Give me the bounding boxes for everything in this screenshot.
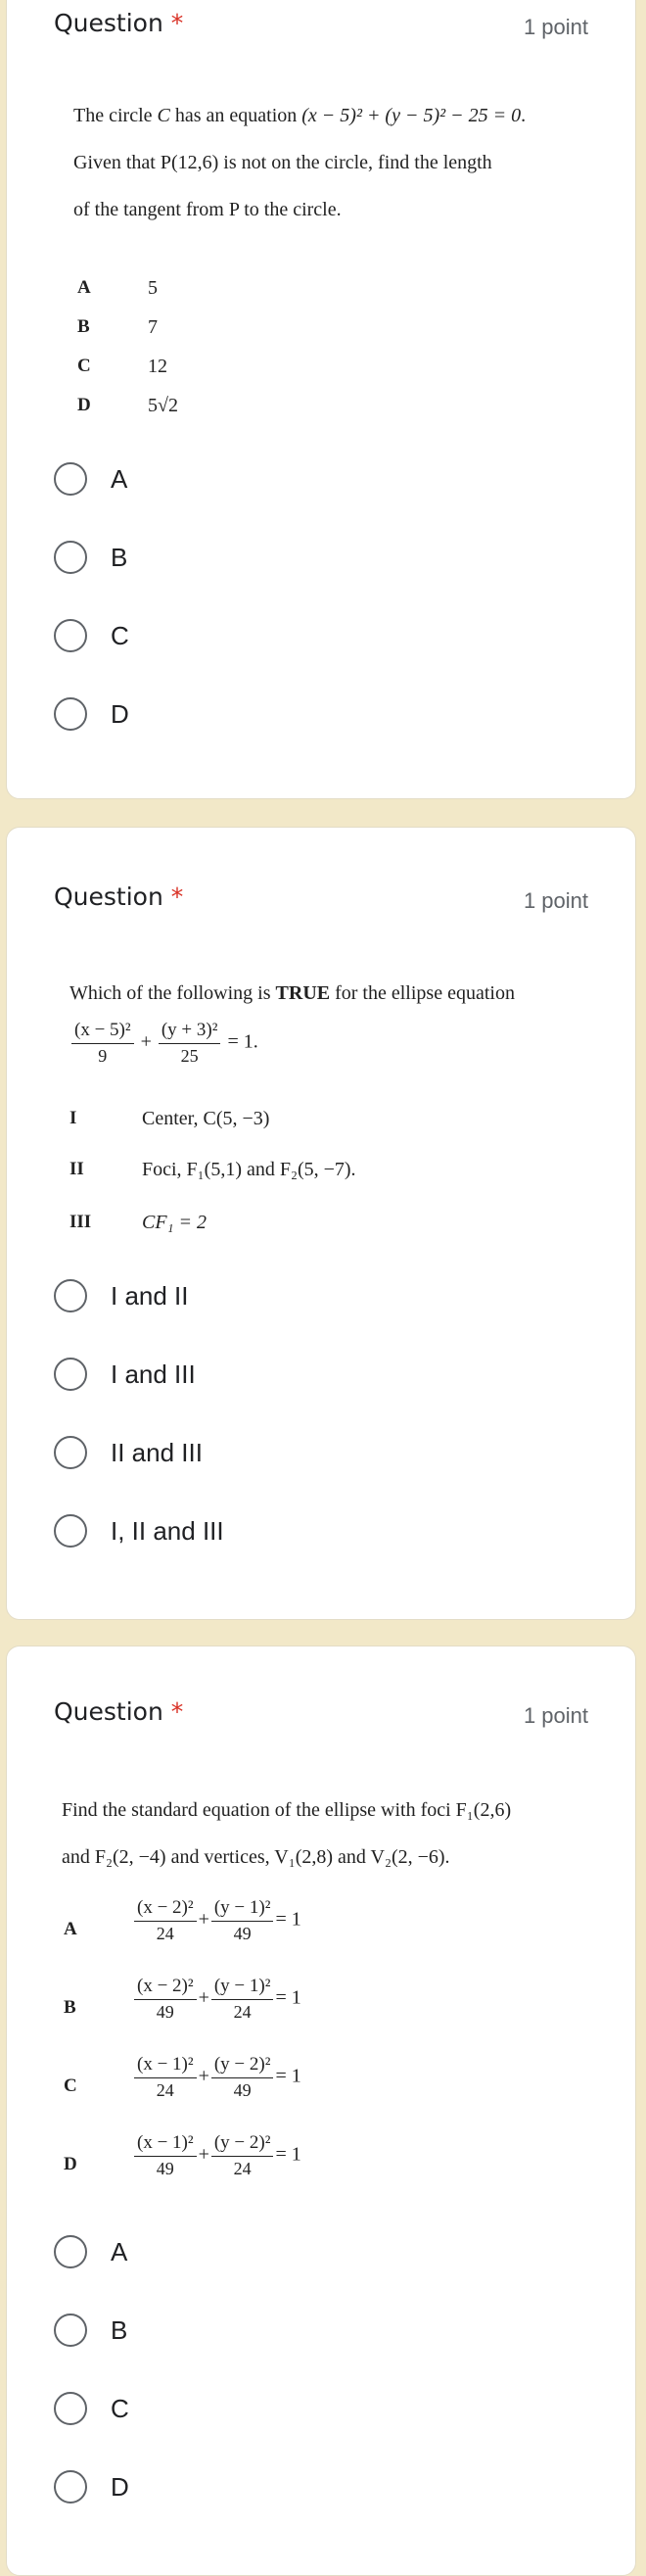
statement-label: III xyxy=(69,1212,92,1232)
radio-button[interactable] xyxy=(54,1514,87,1548)
option-all[interactable] xyxy=(54,1509,224,1552)
question-text-line: The circle C has an equation (x − 5)² + (y − 5)² − 25 = 0. xyxy=(73,105,527,126)
radio-button[interactable] xyxy=(54,1436,87,1469)
question-card-2 xyxy=(6,827,636,1620)
option-d[interactable] xyxy=(54,2465,129,2508)
radio-button[interactable] xyxy=(54,2314,87,2347)
question-points: 1 point xyxy=(523,888,588,913)
radio-button[interactable] xyxy=(54,1279,87,1312)
option-a[interactable] xyxy=(54,457,127,501)
option-c[interactable] xyxy=(54,2387,129,2430)
option-label: B xyxy=(111,542,128,572)
option-i-and-iii[interactable] xyxy=(54,1353,196,1396)
statement-text: Center, C(5, −3) xyxy=(142,1108,270,1129)
choice-label: C xyxy=(64,2075,77,2096)
choice-label: C xyxy=(77,356,91,376)
radio-button[interactable] xyxy=(54,1358,87,1391)
question-text-line: and F₂(2, −4) and vertices, V₁(2,8) and V₂(2, −6). xyxy=(62,1846,450,1868)
choice-label: A xyxy=(77,277,91,298)
circle-equation: (x − 5)² + (y − 5)² − 25 = 0 xyxy=(301,105,522,126)
option-label: D xyxy=(111,2471,129,2502)
radio-button[interactable] xyxy=(54,541,87,574)
question-text-line: Which of the following is TRUE for the ellipse equation xyxy=(69,982,515,1004)
statement-text: CF₁ = 2 xyxy=(142,1212,208,1233)
choice-label: A xyxy=(64,1919,77,1939)
option-label: A xyxy=(111,2236,128,2266)
radio-button[interactable] xyxy=(54,2392,87,2425)
question-text-line: of the tangent from P to the circle. xyxy=(73,199,342,220)
choice-label: B xyxy=(77,316,90,337)
option-label: I, II and III xyxy=(111,1515,224,1546)
question-title: Question * xyxy=(54,9,184,37)
radio-button[interactable] xyxy=(54,697,87,731)
question-points: 1 point xyxy=(523,1703,588,1728)
choice-value: 7 xyxy=(148,316,158,338)
choice-equation: $\frac{\text{(x − 2)²}}{24}$ + $\frac{\text{(y − 1)²}}{49}$ = 1 xyxy=(132,1897,301,1944)
question-points: 1 point xyxy=(523,15,588,39)
choice-value: 5 xyxy=(148,277,158,299)
choice-equation: $\frac{\text{(x − 1)²}}{49}$ + $\frac{\text{(y − 2)²}}{24}$ = 1 xyxy=(132,2132,301,2179)
radio-button[interactable] xyxy=(54,2235,87,2268)
choice-label: B xyxy=(64,1997,76,2018)
ellipse-equation: $\frac{\text{(x − 5)²}}{9}$ + $\frac{\text{(y + 3)²}}{25}$ = 1. xyxy=(69,1020,258,1067)
question-card-3 xyxy=(6,1646,636,2576)
choice-value: 12 xyxy=(148,356,167,377)
question-card-1 xyxy=(6,0,636,799)
option-ii-and-iii[interactable] xyxy=(54,1431,203,1474)
option-b[interactable] xyxy=(54,536,127,579)
choice-value: 5√2 xyxy=(148,395,178,416)
option-i-and-ii[interactable] xyxy=(54,1274,189,1317)
question-title: Question * xyxy=(54,883,184,911)
required-asterisk: * xyxy=(170,883,184,911)
statement-label: II xyxy=(69,1159,84,1179)
question-text-line: Find the standard equation of the ellipse with foci F₁(2,6) xyxy=(62,1799,512,1821)
choice-equation: $\frac{\text{(x − 2)²}}{49}$ + $\frac{\text{(y − 1)²}}{24}$ = 1 xyxy=(132,1976,301,2023)
option-label: B xyxy=(111,2314,128,2345)
choice-label: D xyxy=(77,395,91,415)
choice-equation: $\frac{\text{(x − 1)²}}{24}$ + $\frac{\text{(y − 2)²}}{49}$ = 1 xyxy=(132,2054,301,2101)
question-header xyxy=(54,9,588,48)
question-title: Question * xyxy=(54,1697,184,1726)
question-header xyxy=(54,883,588,922)
option-d[interactable] xyxy=(54,692,129,736)
radio-button[interactable] xyxy=(54,2470,87,2504)
radio-button[interactable] xyxy=(54,462,87,496)
required-asterisk: * xyxy=(170,9,184,37)
option-label: C xyxy=(111,620,129,650)
radio-button[interactable] xyxy=(54,619,87,652)
option-a[interactable] xyxy=(54,2230,127,2273)
option-label: II and III xyxy=(111,1437,203,1467)
option-label: A xyxy=(111,463,128,494)
question-header xyxy=(54,1697,588,1737)
option-label: C xyxy=(111,2393,129,2423)
required-asterisk: * xyxy=(170,1697,184,1726)
statement-text: Foci, F₁(5,1) and F₂(5, −7). xyxy=(142,1159,356,1180)
option-b[interactable] xyxy=(54,2309,127,2352)
option-label: D xyxy=(111,698,129,729)
option-c[interactable] xyxy=(54,614,129,657)
question-text-line: Given that P(12,6) is not on the circle, find the length xyxy=(73,152,492,173)
option-label: I and II xyxy=(111,1280,189,1311)
statement-label: I xyxy=(69,1108,77,1128)
choice-label: D xyxy=(64,2154,77,2174)
option-label: I and III xyxy=(111,1359,196,1389)
